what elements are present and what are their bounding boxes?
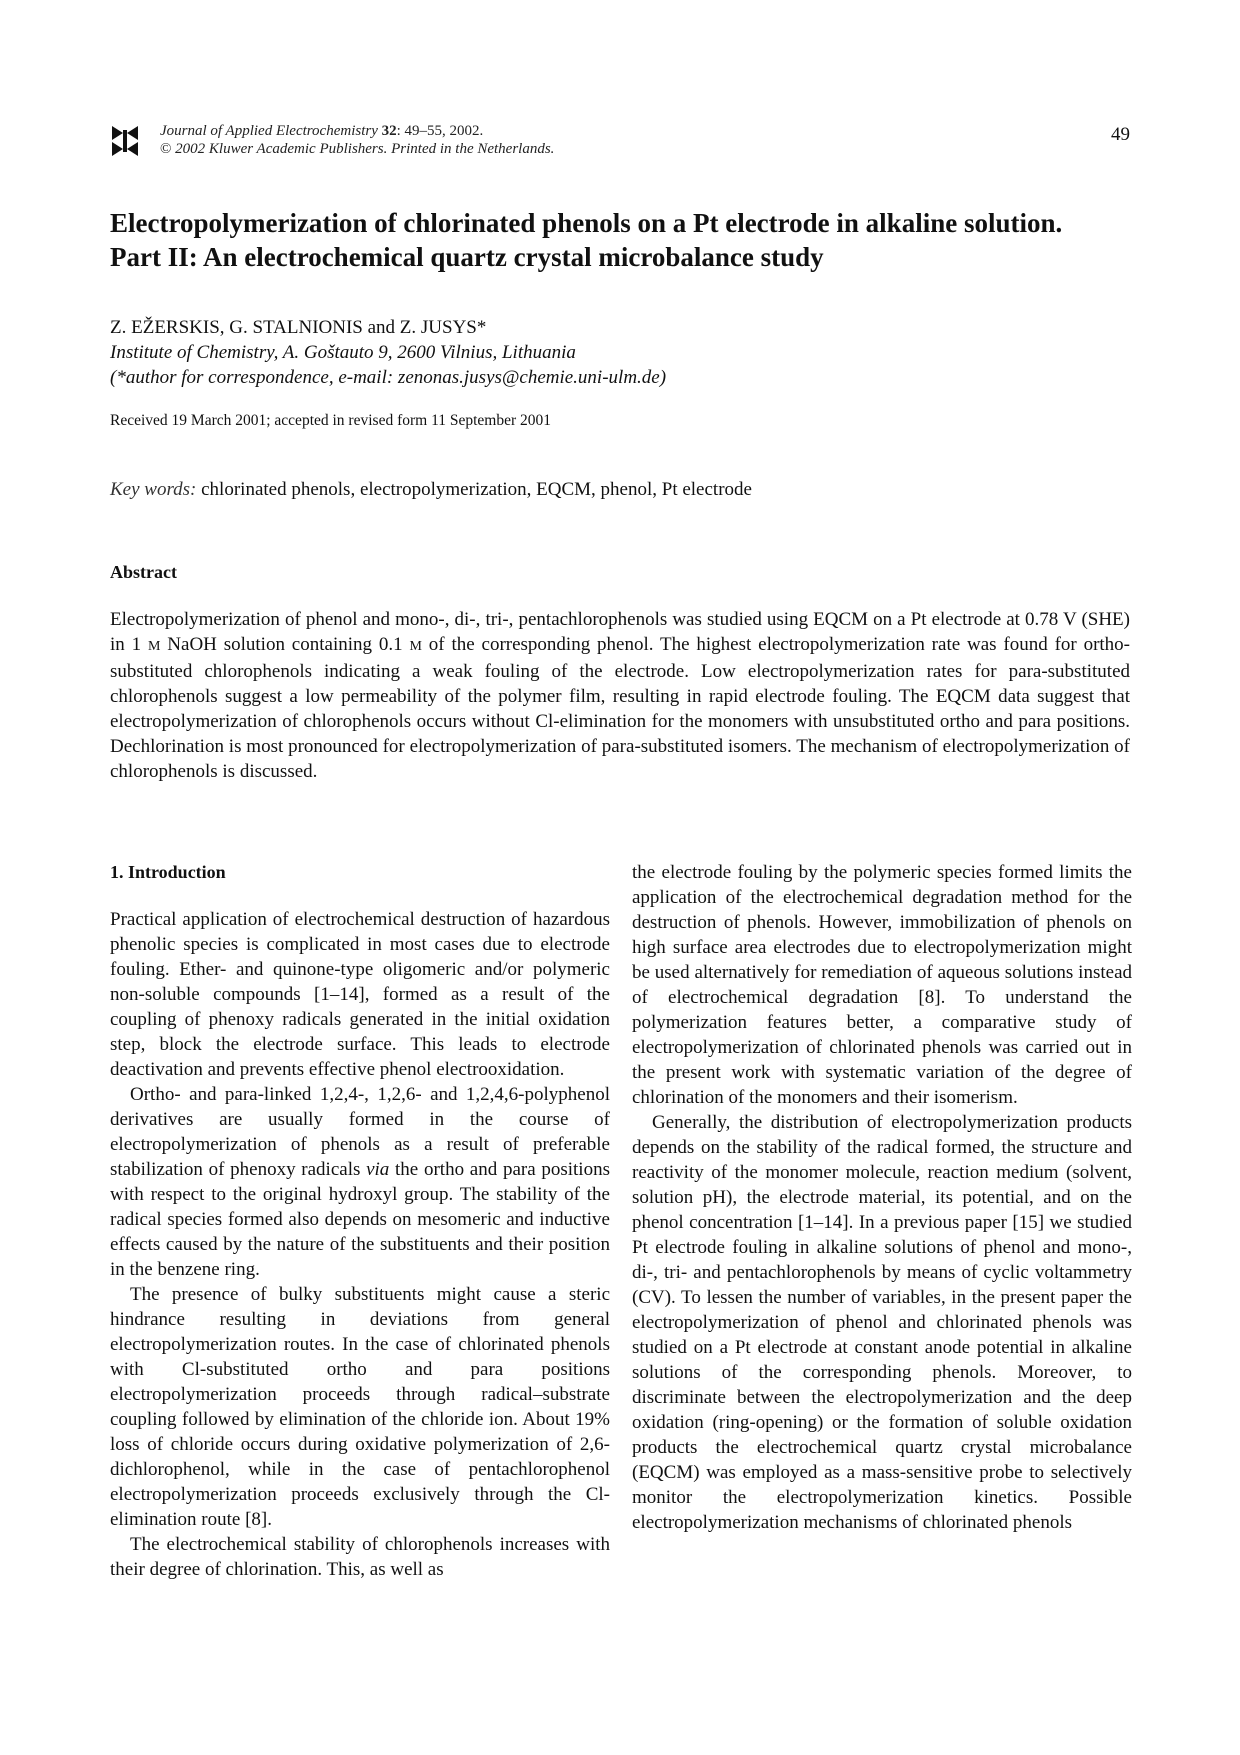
intro-paragraph-3: The presence of bulky substituents might cause a steric hindrance resulting in deviations from general electropolymerization routes. In the case of chlorinated phenols with Cl-substituted ortho and para positions electropolymerization proceeds through radical–substrate coupling followed by elimination of the chloride ion. About 19% loss of chloride occurs during oxidative polymerization of 2,6-dichlorophenol, while in the case of pentachlorophenol electropolymerization proceeds exclusively through the Cl-elimination route [8]. bbox=[110, 1284, 610, 1530]
page-number: 49 bbox=[1111, 124, 1130, 145]
journal-volume: 32 bbox=[381, 123, 397, 139]
intro-p2-part-a: Ortho- and para-linked 1,2,4-, 1,2,6- and 1,2,4,6-polyphenol derivatives are usually formed in the course of electropolymerization of phenols as a result of preferable stabilization of phenoxy radicals bbox=[110, 1084, 610, 1180]
abstract-text bbox=[110, 607, 1130, 784]
copyright-symbol: © bbox=[160, 141, 172, 157]
left-column bbox=[110, 860, 610, 1582]
author-list: Z. EŽERSKIS, G. STALNIONIS and Z. JUSYS* bbox=[110, 317, 487, 338]
section-heading-introduction: 1. Introduction bbox=[110, 862, 226, 882]
keywords-list: chlorinated phenols, electropolymerization, EQCM, phenol, Pt electrode bbox=[196, 479, 752, 500]
intro-paragraph-4: The electrochemical stability of chlorophenols increases with their degree of chlorination. This, as well as bbox=[110, 1534, 610, 1580]
unit-molar-2: M bbox=[409, 639, 422, 654]
intro-paragraph-1: Practical application of electrochemical destruction of hazardous phenolic species is complicated in most cases due to electrode fouling. Ether- and quinone-type oligomeric and/or polymeric non-soluble compounds [1–14], formed as a result of the coupling of phenoxy radicals generated in the initial oxidation step, block the electrode surface. This leads to electrode deactivation and prevents effective phenol electrooxidation. bbox=[110, 909, 610, 1080]
keywords-label: Key words: bbox=[110, 479, 197, 500]
abstract-part-3: of the corresponding phenol. The highest electropolymerization rate was found for ortho-substituted chlorophenols indicating a weak fouling of the electrode. Low electropolymerization rates for para-substituted chlorophenols suggest a low permeability of the polymer film, resulting in rapid electrode fouling. The EQCM data suggest that electropolymerization of chlorophenols occurs without Cl-elimination for the monomers with unsubstituted ortho and para positions. Dechlorination is most pronounced for electropolymerization of para-substituted isomers. The mechanism of electropolymerization of chlorophenols is discussed. bbox=[110, 634, 1131, 782]
intro-paragraph-5: the electrode fouling by the polymeric species formed limits the application of the electrochemical degradation method for the destruction of phenols. However, immobilization of phenols on high surface area electrodes due to electropolymerization might be used alternatively for remediation of aqueous solutions instead of electrochemical degradation [8]. To understand the polymerization features better, a comparative study of electropolymerization of chlorinated phenols was carried out in the present work with systematic variation of the degree of chlorination of the monomers and their isomerism. bbox=[632, 862, 1132, 1108]
intro-p2-via: via bbox=[366, 1159, 390, 1180]
title-line-2: Part II: An electrochemical quartz crystal microbalance study bbox=[110, 242, 824, 272]
journal-name: Journal of Applied Electrochemistry bbox=[160, 123, 378, 139]
publisher-line: 2002 Kluwer Academic Publishers. Printed in the Netherlands. bbox=[171, 141, 555, 157]
publisher-logo-icon bbox=[110, 124, 140, 158]
abstract-part-1: Electropolymerization of phenol and mono-, di-, tri-, pentachlorophenols was studied using EQCM on a Pt electrode at 0.78 V (SHE) in 1 bbox=[110, 609, 1130, 655]
intro-paragraph-2 bbox=[110, 1082, 610, 1282]
intro-p2-part-b: the ortho and para positions with respect to the original hydroxyl group. The stability of the radical species formed also depends on mesomeric and inductive effects caused by the nature of the substituents and their position in the benzene ring. bbox=[110, 1159, 610, 1280]
keywords bbox=[110, 479, 752, 501]
affiliation: Institute of Chemistry, A. Goštauto 9, 2600 Vilnius, Lithuania bbox=[110, 342, 576, 363]
journal-citation bbox=[160, 122, 554, 158]
unit-molar-1: M bbox=[147, 639, 161, 654]
title-line-1: Electropolymerization of chlorinated phenols on a Pt electrode in alkaline solution. bbox=[110, 208, 1063, 238]
abstract-part-2: NaOH solution containing 0.1 bbox=[160, 634, 410, 655]
intro-paragraph-6: Generally, the distribution of electropolymerization products depends on the stability of the radical formed, the structure and reactivity of the monomer molecule, reaction medium (solvent, solution pH), the electrode material, its potential, and on the phenol concentration [1–14]. In a previous paper [15] we studied Pt electrode fouling in alkaline solutions of phenol and mono-, di-, tri- and pentachlorophenols by means of cyclic voltammetry (CV). To lessen the number of variables, in the present paper the electropolymerization of phenol and chlorinated phenols was studied on a Pt electrode at constant anode potential in alkaline solutions of the corresponding phenols. Moreover, to discriminate between the electropolymerization and the deep oxidation (ring-opening) or the formation of soluble oxidation products the electrochemical quartz crystal microbalance (EQCM) was employed as a mass-sensitive probe to selectively monitor the electropolymerization kinetics. Possible electropolymerization mechanisms of chlorinated phenols bbox=[632, 1112, 1132, 1533]
abstract-heading: Abstract bbox=[110, 562, 177, 582]
correspondence-note: (*author for correspondence, e-mail: zenonas.jusys@chemie.uni-ulm.de) bbox=[110, 367, 667, 388]
right-column bbox=[632, 860, 1132, 1535]
journal-pages-year: : 49–55, 2002. bbox=[396, 123, 484, 139]
journal-header bbox=[110, 122, 1130, 162]
received-dates: Received 19 March 2001; accepted in revised form 11 September 2001 bbox=[110, 412, 552, 429]
article-title bbox=[110, 206, 1150, 274]
